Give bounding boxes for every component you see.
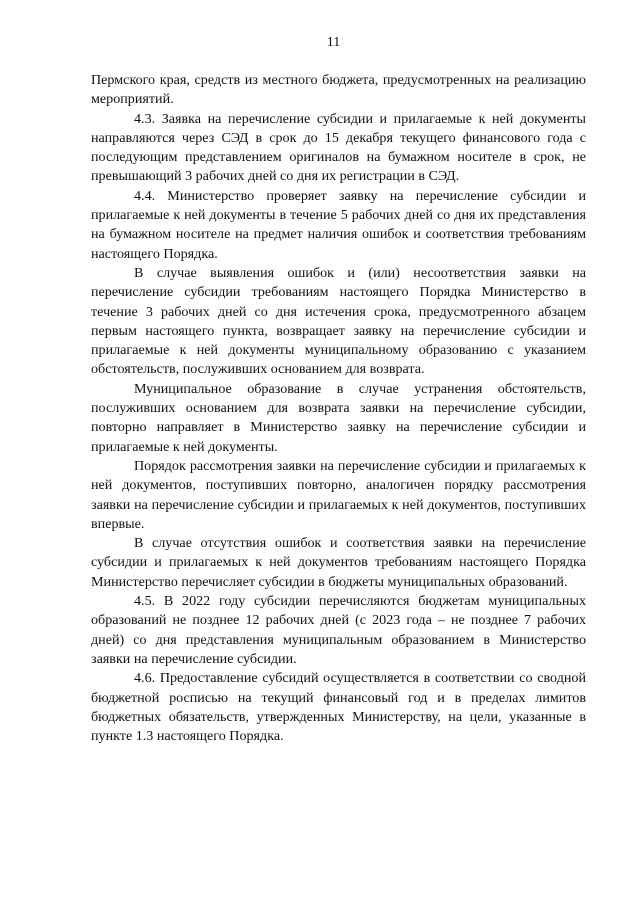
paragraph-4-3: 4.3. Заявка на перечисление субсидии и прилагаемые к ней документы направляются через СЭД в срок до 15 декабря текущего финансового года с последующим представлением оригиналов на бумажном носителе в срок, не превышающий 3 рабочих дней со дня их регистрации в СЭД. (91, 110, 586, 185)
paragraph-4-6: 4.6. Предоставление субсидий осуществляется в соответствии со сводной бюджетной росписью на текущий финансовый год и в пределах лимитов бюджетных обязательств, утвержденных Министерству, на цели, указанные в пункте 1.3 настоящего Порядка. (91, 670, 586, 745)
paragraph-transfer: В случае отсутствия ошибок и соответствия заявки на перечисление субсидии и прилагаемых к ней документов требованиям настоящего Порядка Министерство перечисляет субсидии в бюджеты муниципальных образований. (91, 535, 586, 590)
paragraph-review-procedure: Порядок рассмотрения заявки на перечисление субсидии и прилагаемых к ней документов, поступивших повторно, аналогичен порядку рассмотрения заявки на перечисление субсидии и прилагаемых к ней документов, поступивших впервые. (91, 457, 586, 532)
paragraph-resubmission: Муниципальное образование в случае устранения обстоятельств, послуживших основанием для возврата заявки на перечисление субсидии, повторно направляет в Министерство заявку на перечисление субсидии и прилагаемые к ней документы. (91, 380, 586, 455)
page-number: 11 (326, 34, 341, 50)
paragraph-4-5: 4.5. В 2022 году субсидии перечисляются бюджетам муниципальных образований не позднее 12 рабочих дней (с 2023 года – не позднее 7 рабочих дней) со дня представления муниципальным образованием в Министерство заявки на перечисление субсидии. (91, 593, 586, 667)
paragraph-4-4: 4.4. Министерство проверяет заявку на перечисление субсидии и прилагаемые к ней документы в течение 5 рабочих дней со дня их представления на бумажном носителе на предмет наличия ошибок и соответствия требованиям настоящего Порядка. (91, 187, 586, 262)
paragraph-continuation: Пермского края, средств из местного бюджета, предусмотренных на реализацию мероприятий. (91, 72, 586, 108)
paragraph-errors-return: В случае выявления ошибок и (или) несоответствия заявки на перечисление субсидии требованиям настоящего Порядка Министерство в течение 3 рабочих дней со дня истечения срока, предусмотренного абзацем первым настоящего пункта, возвращает заявку на перечисление субсидии и прилагаемые к ней документы муниципальному образованию с указанием обстоятельств, послуживших основанием для возврата. (91, 264, 586, 378)
